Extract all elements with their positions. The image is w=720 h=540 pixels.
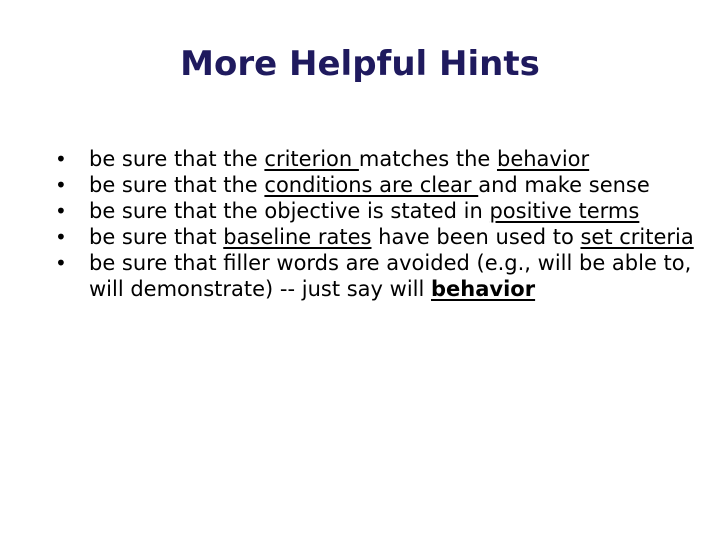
bullet-list (54, 146, 694, 302)
underlined-text: positive terms (489, 199, 640, 223)
bullet-text: be sure that the objective is stated in (89, 199, 490, 223)
slide-title: More Helpful Hints (180, 44, 540, 84)
underlined-text: behavior (496, 147, 590, 171)
bullet-text: be sure that filler words are avoided (e.g., will be able to, will demonstrate) -- just say will (89, 251, 692, 301)
bullet-text: be sure that the (89, 147, 265, 171)
bullet-text: be sure that (89, 225, 224, 249)
bullet-item (54, 172, 694, 198)
underlined-text: behavior (431, 277, 536, 301)
underlined-text: set criteria (580, 225, 694, 249)
bullet-item (54, 198, 694, 224)
bullet-text: and make sense (478, 173, 650, 197)
underlined-text: criterion (264, 147, 359, 171)
bullet-text: be sure that the (89, 173, 265, 197)
bullet-text: matches the (358, 147, 497, 171)
underlined-text: baseline rates (223, 225, 372, 249)
underlined-text: conditions are clear (264, 173, 479, 197)
bullet-item (54, 146, 694, 172)
bullet-item (54, 224, 694, 250)
bullet-item (54, 250, 694, 302)
bullet-text: have been used to (371, 225, 581, 249)
